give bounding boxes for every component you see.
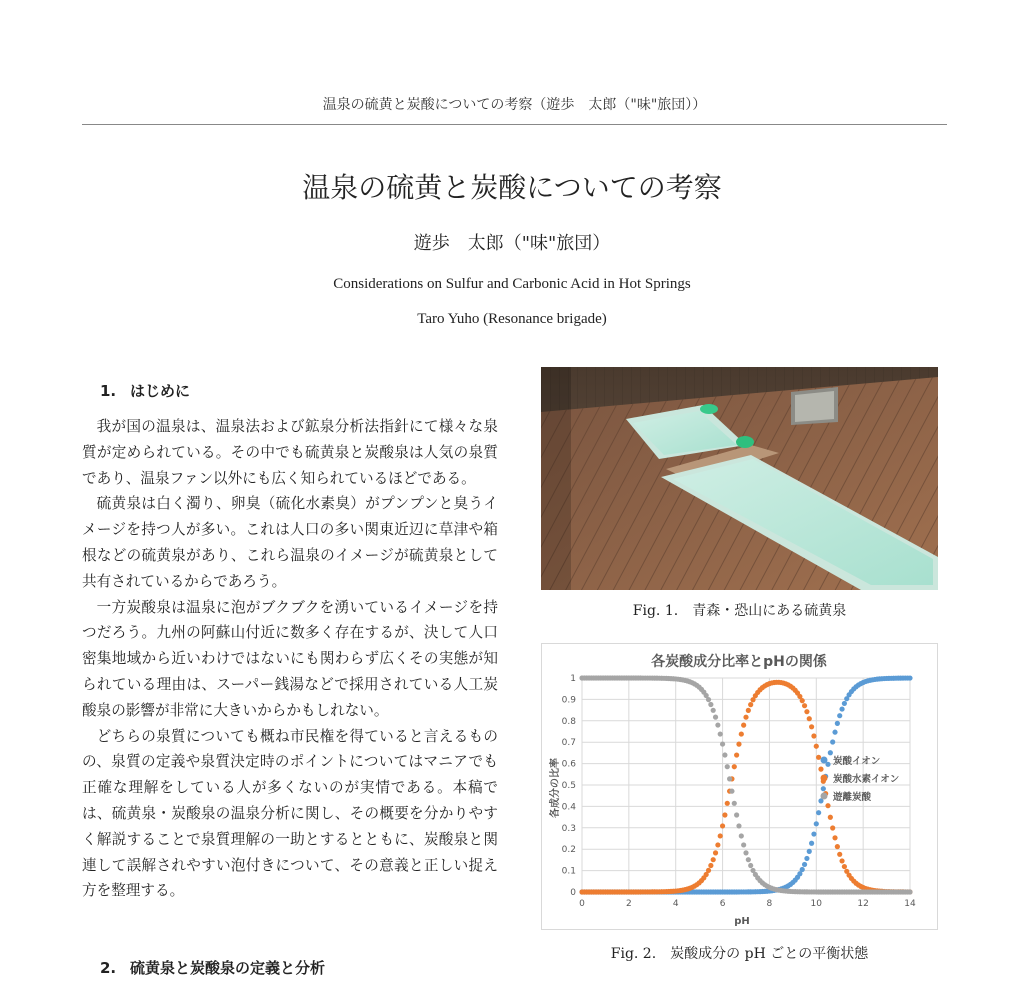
y-tick-label: 0.3 [561, 823, 576, 834]
data-point [732, 764, 737, 769]
data-point [814, 744, 819, 749]
data-point [809, 724, 814, 729]
y-tick-label: 0.2 [561, 845, 576, 856]
x-tick-label: 12 [857, 899, 869, 909]
data-point [711, 708, 716, 713]
data-point [708, 863, 713, 868]
chart-title: 各炭酸成分比率とpHの関係 [651, 654, 827, 670]
data-point [706, 868, 711, 873]
legend-marker [821, 757, 828, 764]
data-point [832, 835, 837, 840]
data-point [802, 862, 807, 867]
data-point [739, 833, 744, 838]
data-point [711, 857, 716, 862]
data-point [748, 863, 753, 868]
data-point [718, 833, 723, 838]
data-point [832, 730, 837, 735]
y-tick-label: 1 [570, 674, 576, 684]
data-point [734, 812, 739, 817]
paragraph: どちらの泉質についても概ね市民権を得ていると言えるものの、泉質の定義や泉質決定時のポイントについてはマニアでも正確な理解をしている人が多くないのが実情である。本稿では、硫黄泉・炭酸泉の温泉分析に関し、その概要を分かりやすく解説することで泉質理解の一助とするとともに、炭酸泉と関連して誤解されやすい泡付きについて、その意義と正しい捉え方を整理する。 [82, 727, 498, 900]
data-point [818, 767, 823, 772]
intro-body [82, 414, 498, 904]
x-tick-label: 2 [625, 899, 632, 909]
chart-x-ticks [579, 899, 916, 909]
data-point [741, 723, 746, 728]
data-point [839, 858, 844, 863]
x-tick-label: 4 [672, 899, 679, 909]
data-point [837, 852, 842, 857]
data-point [825, 803, 830, 808]
legend-entry: 炭酸水素イオン [833, 774, 900, 785]
legend-entry: 炭酸イオン [833, 756, 881, 767]
data-point [720, 823, 725, 828]
data-point [830, 825, 835, 830]
data-point [706, 697, 711, 702]
running-header: 温泉の硫黄と炭酸についての考察（遊歩 太郎（"味"旅団）） [322, 97, 707, 113]
data-point [729, 789, 734, 794]
data-point [736, 823, 741, 828]
chart-y-ticks [562, 674, 577, 898]
header-rule [82, 124, 947, 125]
x-tick-label: 8 [766, 899, 773, 909]
legend-marker [821, 793, 828, 800]
y-tick-label: 0.5 [561, 781, 576, 791]
data-point [807, 849, 812, 854]
data-point [837, 713, 842, 718]
data-point [746, 857, 751, 862]
data-point [802, 703, 807, 708]
data-point [839, 706, 844, 711]
data-point [736, 741, 741, 746]
legend-entry: 遊離炭酸 [833, 792, 872, 803]
data-point [811, 733, 816, 738]
data-point [725, 801, 730, 806]
data-point [811, 831, 816, 836]
chart-canvas [542, 644, 937, 929]
y-tick-label: 0.4 [561, 802, 576, 813]
figure-1-caption: Fig. 1. 青森・恐山にある硫黄泉 [632, 603, 847, 619]
data-point [907, 889, 912, 894]
data-point [722, 752, 727, 757]
x-tick-label: 6 [719, 899, 726, 909]
section-heading-1 [100, 380, 190, 401]
data-point [713, 715, 718, 720]
data-point [804, 856, 809, 861]
y-tick-label: 0.9 [561, 695, 576, 706]
paragraph: 我が国の温泉は、温泉法および鉱泉分析法指針にて様々な泉質が定められている。その中でも硫黄泉と炭酸泉は人気の泉質であり、温泉ファン以外にも広く知られているほどである。 [82, 418, 498, 487]
data-point [830, 739, 835, 744]
data-point [713, 850, 718, 855]
data-point [828, 750, 833, 755]
data-point [821, 786, 826, 791]
data-point [715, 722, 720, 727]
data-point [732, 801, 737, 806]
data-point [741, 842, 746, 847]
data-point [835, 844, 840, 849]
figure-2-caption: Fig. 2. 炭酸成分の pH ごとの平衡状態 [610, 946, 869, 962]
data-point [720, 741, 725, 746]
data-point [739, 731, 744, 736]
chart-x-axis-label: pH [734, 916, 750, 927]
section-title: 硫黄泉と炭酸泉の定義と分析 [130, 959, 326, 977]
data-point [708, 702, 713, 707]
paragraph: 硫黄泉は白く濁り、卵臭（硫化水素臭）がプンプンと臭うイメージを持つ人が多い。これは人口の多い関東近辺に草津や箱根などの硫黄泉があり、これら温泉のイメージが硫黄泉として共有されているからであろう。 [82, 495, 498, 590]
chart-legend [821, 755, 900, 803]
data-point [828, 815, 833, 820]
data-point [842, 864, 847, 869]
data-point [842, 701, 847, 706]
data-point [800, 698, 805, 703]
section-number: 2. [100, 959, 117, 977]
data-point [743, 715, 748, 720]
chart-y-axis-label: 各成分の比率 [550, 758, 561, 818]
data-point [835, 721, 840, 726]
paper-author-english: Taro Yuho (Resonance brigade) [417, 311, 607, 327]
section-heading-2 [100, 957, 325, 978]
x-tick-label: 10 [810, 899, 823, 909]
data-point [718, 731, 723, 736]
data-point [725, 764, 730, 769]
paper-title: 温泉の硫黄と炭酸についての考察 [302, 171, 722, 204]
section-number: 1. [100, 382, 117, 400]
paragraph: 一方炭酸泉は温泉に泡がブクブクを湧いているイメージを持つだろう。九州の阿蘇山付近に数多く存在するが、決して人口密集地域から近いわけではないにも関わらず広くその実態が知られている理由は、スーパー銭湯などで採用されている人工炭酸泉の影響が非常に大きいからかもしれない。 [82, 598, 498, 719]
data-point [816, 755, 821, 760]
y-tick-label: 0.8 [561, 716, 576, 727]
y-tick-label: 0 [570, 888, 576, 898]
paper-title-english: Considerations on Sulfur and Carbonic Acid in Hot Springs [333, 276, 691, 292]
legend-marker [821, 775, 828, 782]
data-point [804, 709, 809, 714]
data-point [715, 842, 720, 847]
data-point [748, 702, 753, 707]
paper-author: 遊歩 太郎（"味"旅団） [413, 233, 611, 254]
y-tick-label: 0.1 [561, 866, 576, 877]
x-tick-label: 0 [579, 899, 585, 909]
data-point [907, 675, 912, 680]
y-tick-label: 0.6 [561, 759, 576, 770]
data-point [816, 810, 821, 815]
data-point [800, 867, 805, 872]
x-tick-label: 14 [904, 899, 916, 909]
hot-spring-illustration [541, 367, 938, 590]
data-point [746, 708, 751, 713]
data-point [743, 850, 748, 855]
data-point [734, 752, 739, 757]
data-point [814, 821, 819, 826]
section-title: はじめに [130, 382, 191, 400]
data-point [809, 841, 814, 846]
data-point [807, 716, 812, 721]
hot-spring-photo [541, 367, 938, 590]
data-point [722, 812, 727, 817]
y-tick-label: 0.7 [561, 738, 576, 749]
data-point [727, 776, 732, 781]
ph-equilibrium-chart [541, 643, 938, 930]
